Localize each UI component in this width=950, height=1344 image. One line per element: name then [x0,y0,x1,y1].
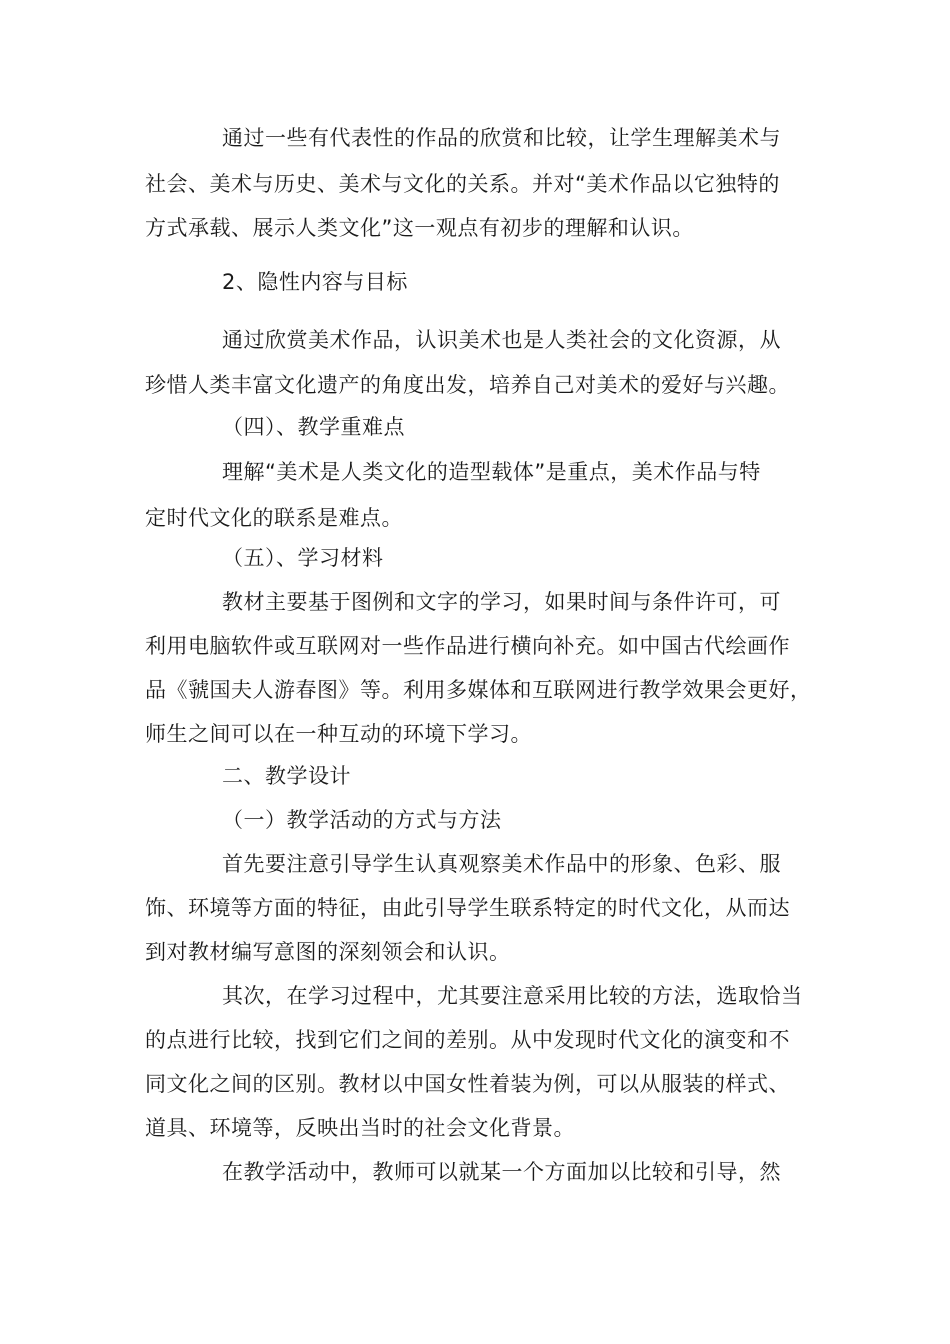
section-heading: 二、教学设计 [222,764,351,788]
paragraph-line: 饰、环境等方面的特征，由此引导学生联系特定的时代文化，从而达 [145,896,790,920]
paragraph-line: 其次，在学习过程中，尤其要注意采用比较的方法，选取恰当 [222,984,803,1008]
paragraph-line: 师生之间可以在一种互动的环境下学习。 [145,722,532,746]
section-heading: （五）、学习材料 [222,546,384,570]
paragraph-line: 通过一些有代表性的作品的欣赏和比较，让学生理解美术与 [222,126,781,150]
paragraph-line: 到对教材编写意图的深刻领会和认识。 [145,940,511,964]
section-heading: （一）教学活动的方式与方法 [222,808,502,832]
paragraph-line: 珍惜人类丰富文化遗产的角度出发，培养自己对美术的爱好与兴趣。 [145,373,790,397]
paragraph-line: 同文化之间的区别。教材以中国女性着装为例，可以从服装的样式、 [145,1072,790,1096]
paragraph-line: 道具、环境等，反映出当时的社会文化背景。 [145,1116,575,1140]
paragraph-line: 的点进行比较，找到它们之间的差别。从中发现时代文化的演变和不 [145,1028,790,1052]
paragraph-line: 首先要注意引导学生认真观察美术作品中的形象、色彩、服 [222,852,781,876]
paragraph-line: 品《虢国夫人游春图》等。利用多媒体和互联网进行教学效果会更好， [145,678,812,702]
paragraph-line: 通过欣赏美术作品，认识美术也是人类社会的文化资源，从 [222,328,781,352]
paragraph-line: 理解“美术是人类文化的造型载体”是重点，美术作品与特 [222,460,761,484]
section-heading: （四）、教学重难点 [222,415,405,439]
paragraph-line: 方式承载、展示人类文化”这一观点有初步的理解和认识。 [145,216,694,240]
paragraph-line: 在教学活动中，教师可以就某一个方面加以比较和引导，然 [222,1160,781,1184]
paragraph-line: 教材主要基于图例和文字的学习，如果时间与条件许可，可 [222,590,781,614]
section-heading: 2、隐性内容与目标 [222,270,408,294]
paragraph-line: 社会、美术与历史、美术与文化的关系。并对“美术作品以它独特的 [145,172,780,196]
paragraph-line: 利用电脑软件或互联网对一些作品进行横向补充。如中国古代绘画作 [145,634,790,658]
paragraph-line: 定时代文化的联系是难点。 [145,506,403,530]
